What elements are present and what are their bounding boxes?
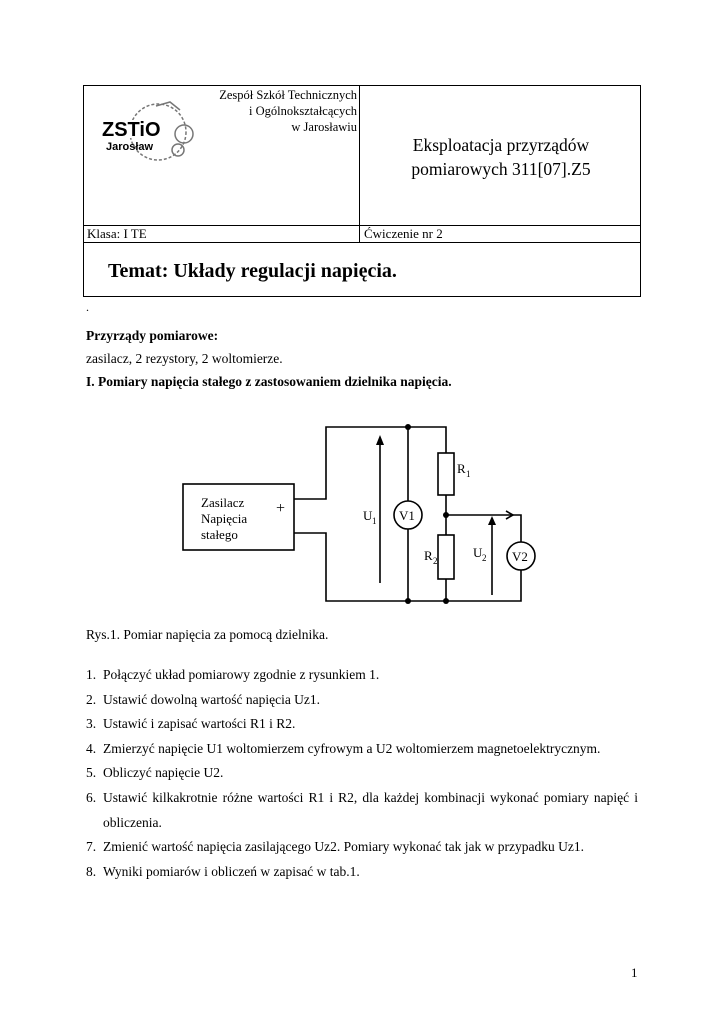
list-item	[86, 761, 638, 786]
v2-wire-top	[446, 515, 521, 542]
r1-subscript: 1	[466, 469, 471, 479]
steps-list	[86, 663, 638, 884]
school-logo	[96, 98, 216, 168]
list-item-number: 2.	[86, 691, 97, 707]
supply-label-2: Napięcia	[201, 511, 248, 526]
list-item	[86, 688, 638, 713]
list-item-text: Zmienić wartość napięcia zasilającego Uz2. Pomiary wykonać tak jak w przypadku Uz1.	[103, 839, 584, 855]
course-title	[360, 133, 642, 181]
u1-label: U	[363, 508, 373, 523]
list-item-text: Ustawić kilkakrotnie różne wartości R1 i R2, dla każdej kombinacji wykonać pomiary napięć i obliczenia.	[103, 789, 638, 830]
r2-label: R	[424, 548, 433, 563]
v2-label: V2	[512, 549, 528, 564]
list-item-text: Połączyć układ pomiarowy zgodnie z rysunkiem 1.	[103, 667, 380, 682]
junction-dot	[443, 598, 449, 604]
logo-text-bottom: Jarosław	[106, 141, 154, 153]
figure-caption: Rys.1. Pomiar napięcia za pomocą dzielnika.	[86, 627, 329, 642]
header-divider-2	[84, 242, 640, 243]
circuit-diagram	[170, 415, 570, 615]
list-item-text: Ustawić dowolną wartość napięcia Uz1.	[103, 691, 321, 707]
school-line-3: w Jarosławiu	[291, 120, 357, 134]
list-item-text: Wyniki pomiarów i obliczeń w zapisać w tab.1.	[103, 863, 360, 879]
u2-label: U	[473, 545, 483, 560]
course-title-line-2: pomiarowych 311[07].Z5	[411, 159, 591, 179]
exercise-label: Ćwiczenie nr 2	[364, 226, 443, 241]
course-title-line-1: Eksploatacja przyrządów	[412, 135, 590, 155]
topic-heading	[108, 260, 397, 283]
section-heading: I. Pomiary napięcia stałego z zastosowaniem dzielnika napięcia.	[86, 374, 452, 389]
list-item	[86, 860, 638, 885]
top-wire	[294, 427, 446, 499]
list-item-text: Obliczyć napięcie U2.	[103, 765, 224, 781]
page-number: 1	[631, 965, 638, 980]
u1-arrowhead-icon	[376, 435, 384, 445]
list-item	[86, 786, 638, 835]
list-item-text: Ustawić i zapisać wartości R1 i R2.	[103, 716, 296, 732]
stray-dot: .	[86, 300, 89, 314]
topic-text: : Układy regulacji napięcia.	[161, 260, 397, 282]
instruments-heading: Przyrządy pomiarowe:	[86, 328, 219, 343]
u1-subscript: 1	[372, 516, 377, 526]
junction-dot	[405, 598, 411, 604]
logo-text-top: ZSTiO	[102, 119, 161, 141]
list-item-number: 1.	[86, 667, 97, 682]
r1-resistor	[438, 453, 454, 495]
list-item-number: 5.	[86, 765, 97, 781]
r2-subscript: 2	[433, 556, 438, 566]
junction-dot	[443, 512, 449, 518]
header-table	[83, 85, 641, 297]
v1-label: V1	[399, 508, 415, 523]
list-item	[86, 737, 638, 762]
topic-label: Temat	[108, 260, 162, 282]
u2-subscript: 2	[482, 553, 487, 563]
school-line-1: Zespół Szkół Technicznych	[219, 88, 357, 102]
class-label: Klasa: I TE	[87, 226, 147, 241]
u2-arrowhead-icon	[488, 516, 496, 525]
list-item-number: 7.	[86, 839, 97, 855]
supply-label-1: Zasilacz	[201, 495, 245, 510]
list-item	[86, 663, 638, 688]
list-item-number: 8.	[86, 863, 97, 879]
plus-terminal: +	[276, 500, 286, 517]
list-item-number: 4.	[86, 740, 97, 756]
header-divider-1	[84, 225, 640, 226]
school-line-2: i Ogólnokształcących	[249, 104, 357, 118]
list-item	[86, 835, 638, 860]
r1-label: R	[457, 461, 466, 476]
list-item-text: Zmierzyć napięcie U1 woltomierzem cyfrowym a U2 woltomierzem magnetoelektrycznym.	[103, 740, 601, 756]
instruments-text: zasilacz, 2 rezystory, 2 woltomierze.	[86, 351, 283, 366]
supply-label-3: stałego	[201, 527, 238, 542]
school-name	[219, 87, 357, 135]
r2-resistor	[438, 535, 454, 579]
list-item-number: 3.	[86, 716, 97, 732]
junction-dot	[405, 424, 411, 430]
list-item-number: 6.	[86, 789, 97, 805]
list-item	[86, 712, 638, 737]
